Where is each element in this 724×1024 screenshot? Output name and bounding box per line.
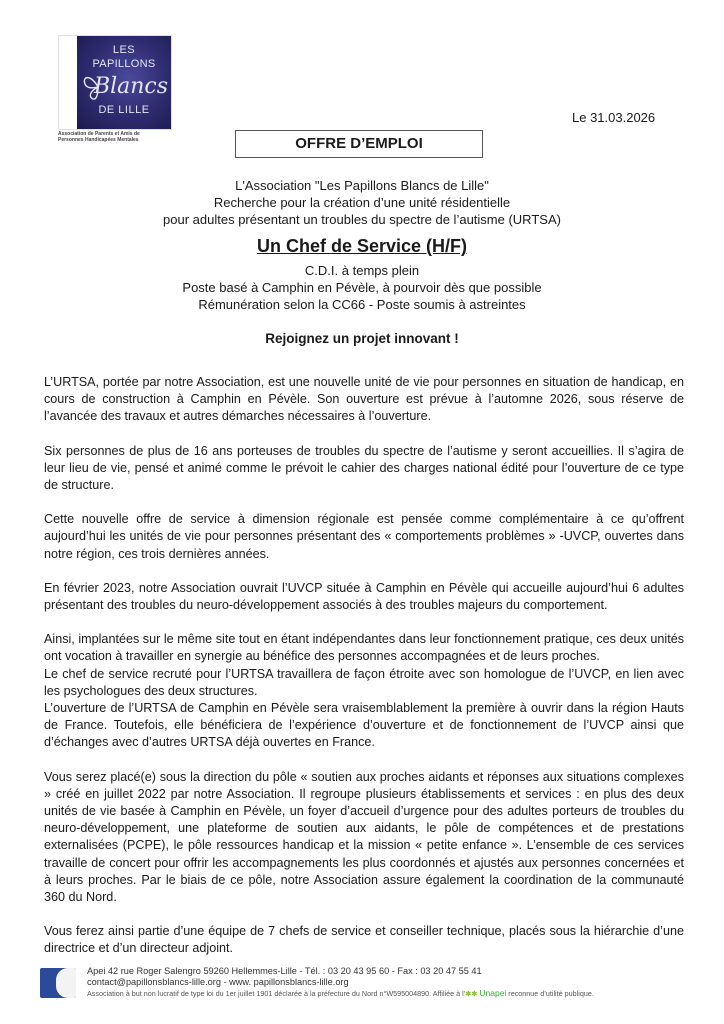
footer-text	[87, 966, 594, 999]
footer-legal-text-end: reconnue d’utilité publique.	[506, 989, 594, 998]
logo-caption	[58, 131, 176, 143]
logo-blue-panel	[77, 36, 171, 129]
paragraph-text: Le chef de service recruté pour l’URTSA travaillera de façon étroite avec son homologue de l’UVCP, en lien avec les psychologues des deux structures.	[44, 666, 684, 698]
offer-title: OFFRE D’EMPLOI	[295, 135, 423, 152]
paragraph	[44, 374, 684, 426]
logo-caption-line: Association de Parents et Amis de	[58, 131, 140, 137]
footer-address: Apei 42 rue Roger Salengro 59260 Hellemmes-Lille - Tél. : 03 20 43 95 60 - Fax : 03 20 47 55 41	[87, 966, 482, 976]
association-logo	[58, 35, 172, 130]
footer-legal-text: Association à but non lucratif de type loi du 1er juillet 1901 déclarée à la préfecture du Nord n°W595004890. Affiliée à l’	[87, 989, 466, 998]
paragraph	[44, 769, 684, 907]
paragraph-text: Six personnes de plus de 16 ans porteuses de troubles du spectre de l’autisme y seront accueillies. Il s’agira de leur lieu de vie, pensé et animé comme le prévoit le cahier des charges national édité pour l’ouverture de ce type de structure.	[44, 443, 684, 493]
job-title: Un Chef de Service (H/F)	[256, 236, 468, 256]
body-text	[44, 374, 684, 975]
tagline: Rejoignez un projet innovant !	[265, 331, 459, 346]
intro-line: L'Association "Les Papillons Blancs de Lille"	[235, 178, 489, 193]
paragraph-text: L’URTSA, portée par notre Association, est une nouvelle unité de vie pour personnes en situation de handicap, en cours de construction à Camphin en Pévèle. Son ouverture est prévue à l’automne 2026, sous réserve de l’avancée des travaux et autres démarches nécessaires à l’ouverture.	[44, 375, 684, 424]
offer-title-box	[235, 130, 483, 158]
unapei-name: Unapei	[479, 988, 507, 998]
logo-text-de-lille: DE LILLE	[98, 104, 150, 116]
paragraph	[44, 923, 684, 957]
footer	[40, 966, 700, 1002]
paragraph	[44, 631, 684, 751]
job-detail-line: Poste basé à Camphin en Pévèle, à pourvoir dès que possible	[182, 280, 542, 295]
paragraph	[44, 511, 684, 563]
paragraph-text: Ainsi, implantées sur le même site tout en étant indépendantes dans leur fonctionnement pratique, ces deux unités ont vocation à travailler en synergie au bénéfice des personnes accompagnées et de leurs proches.	[44, 632, 684, 664]
paragraph-text: L’ouverture de l’URTSA de Camphin en Pévèle sera vraisemblablement la première à ouvrir dans la région Hauts de France. Toutefois, elle bénéficiera de l’expérience d’ouverture et de fonctionnement de l’UVCP ainsi que d’échanges avec d’autres URTSA déjà ouvertes en France.	[44, 701, 684, 750]
job-details	[0, 262, 724, 313]
job-detail-line: C.D.I. à temps plein	[304, 263, 420, 278]
footer-contact[interactable]: contact@papillonsblancs-lille.org - www. papillonsblancs-lille.org	[87, 977, 349, 987]
document-date: Le 31.03.2026	[572, 110, 656, 125]
intro-line: Recherche pour la création d’une unité résidentielle	[213, 195, 511, 210]
paragraph-text: En février 2023, notre Association ouvrait l’UVCP située à Camphin en Pévèle qui accueille aujourd’hui 6 adultes présentant des troubles du neuro-développement associés à des troubles majeurs du comportement.	[44, 580, 684, 613]
association-intro	[0, 177, 724, 228]
logo-text-les: LES	[112, 44, 136, 56]
paragraph-text: Vous serez placé(e) sous la direction du pôle « soutien aux proches aidants et réponses aux situations complexes » créé en juillet 2022 par notre Association. Il regroupe plusieurs établissements et services : en plus des deux unités de vie basée à Camphin en Pévèle, un foyer d’accueil d’urgence pour des adultes porteurs de troubles du neuro-développement, une plateforme de soutien aux aidants, le pôle de compétences et de prestations externalisées (PCPE), le pôle ressources handicap et la mission « petite enfance ». L’ensemble de ces services travaille de concert pour offrir les accompagnements les plus coordonnés et ajustés aux personnes concernées et à leurs proches. Par le biais de ce pôle, notre Association assure également la coordination de la communauté 360 du Nord.	[44, 769, 684, 905]
paragraph	[44, 580, 684, 614]
logo-text-blancs: Blancs	[93, 74, 169, 99]
logo-caption-line: Personnes Handicapées Mentales	[58, 137, 139, 143]
job-detail-line: Rémunération selon la CC66 - Poste soumis à astreintes	[198, 297, 526, 312]
paragraph-text: Cette nouvelle offre de service à dimension régionale est pensée comme complémentaire à ce qu’offrent aujourd’hui les unités de vie pour personnes présentant des « comportements problèmes » -UVCP, ouvertes dans notre région, ces trois dernières années.	[44, 512, 684, 561]
logo-text-papillons: PAPILLONS	[92, 58, 156, 70]
intro-line: pour adultes présentant un troubles du spectre de l’autisme (URTSA)	[163, 212, 561, 227]
apei-face-icon	[40, 968, 76, 998]
footer-legal	[87, 988, 594, 999]
logo-white-band	[59, 36, 77, 129]
paragraph-text: Vous ferez ainsi partie d’une équipe de 7 chefs de service et conseiller technique, placés sous la hiérarchie d’une directrice et d’un directeur adjoint.	[44, 924, 684, 956]
unapei-people-icon: ✱✱	[465, 989, 478, 998]
face-shape	[56, 968, 76, 998]
paragraph	[44, 443, 684, 495]
